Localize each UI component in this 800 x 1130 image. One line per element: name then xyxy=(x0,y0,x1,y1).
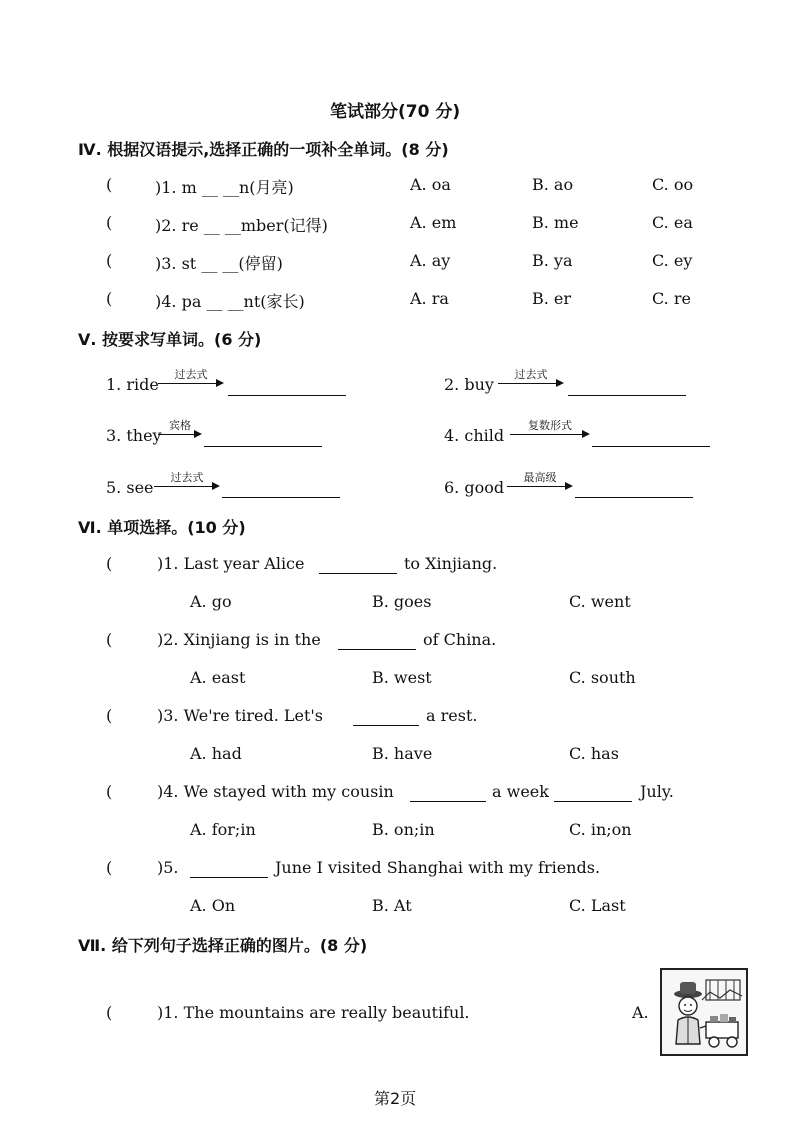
question-text: to Xinjiang. xyxy=(404,554,498,573)
arrow-hint: 最高级 xyxy=(523,471,557,484)
option-a: A. had xyxy=(190,744,242,763)
option-b: B. ya xyxy=(532,251,573,270)
section-7-heading: Ⅶ. 给下列句子选择正确的图片。(8 分) xyxy=(78,936,368,955)
section-4-heading: Ⅳ. 根据汉语提示,选择正确的一项补全单词。(8 分) xyxy=(78,140,449,159)
question-text: )2. re __ __mber(记得) xyxy=(155,216,328,235)
arrow-icon xyxy=(507,469,573,491)
answer-blank[interactable] xyxy=(190,877,268,878)
question-text: )5. xyxy=(157,858,179,877)
option-c: C. ea xyxy=(652,213,693,232)
option-c: C. oo xyxy=(652,175,694,194)
option-a: A. On xyxy=(190,896,236,915)
answer-paren: ( xyxy=(106,630,113,649)
person-cart-illustration-icon xyxy=(662,970,746,1054)
option-b: B. er xyxy=(532,289,572,308)
option-b: B. on;in xyxy=(372,820,435,839)
page-title: 笔试部分(70 分) xyxy=(330,102,461,122)
page-number: 第2页 xyxy=(374,1089,417,1108)
question-text: )3. We're tired. Let's xyxy=(157,706,324,725)
answer-line[interactable] xyxy=(222,497,340,498)
option-b: B. me xyxy=(532,213,579,232)
question-text: of China. xyxy=(423,630,497,649)
option-b: B. ao xyxy=(532,175,574,194)
option-c: C. south xyxy=(569,668,636,687)
picture-option-a xyxy=(660,968,748,1056)
option-c: C. went xyxy=(569,592,631,611)
word-prompt: 1. ride xyxy=(106,375,159,394)
answer-paren: ( xyxy=(106,706,113,725)
question-text: June I visited Shanghai with my friends. xyxy=(275,858,601,877)
arrow-hint: 过去式 xyxy=(174,368,208,381)
answer-line[interactable] xyxy=(592,446,710,447)
option-b: B. At xyxy=(372,896,412,915)
question-text: )4. pa __ __nt(家长) xyxy=(155,292,305,311)
answer-paren: ( xyxy=(106,213,113,232)
question-text: July. xyxy=(640,782,674,801)
question-text: )3. st __ __(停留) xyxy=(155,254,283,273)
arrow-hint: 宾格 xyxy=(169,419,191,432)
answer-paren: ( xyxy=(106,1003,113,1022)
arrow-icon xyxy=(510,417,590,439)
question-text: a week xyxy=(492,782,549,801)
arrow-icon xyxy=(158,366,224,388)
answer-paren: ( xyxy=(106,175,113,194)
option-c: C. re xyxy=(652,289,691,308)
picture-option-label: A. xyxy=(632,1003,649,1022)
answer-line[interactable] xyxy=(204,446,322,447)
arrow-hint: 复数形式 xyxy=(528,419,572,432)
word-prompt: 6. good xyxy=(444,478,505,497)
question-text: )1. Last year Alice xyxy=(157,554,305,573)
question-text: )1. m __ __n(月亮) xyxy=(155,178,294,197)
answer-line[interactable] xyxy=(228,395,346,396)
option-a: A. ay xyxy=(410,251,451,270)
option-b: B. have xyxy=(372,744,433,763)
option-a: A. east xyxy=(190,668,246,687)
answer-blank[interactable] xyxy=(554,801,632,802)
answer-blank[interactable] xyxy=(353,725,419,726)
answer-paren: ( xyxy=(106,782,113,801)
answer-paren: ( xyxy=(106,554,113,573)
question-text: )2. Xinjiang is in the xyxy=(157,630,321,649)
answer-line[interactable] xyxy=(568,395,686,396)
word-prompt: 5. see xyxy=(106,478,154,497)
answer-paren: ( xyxy=(106,858,113,877)
section-5-heading: Ⅴ. 按要求写单词。(6 分) xyxy=(78,330,262,349)
option-b: B. west xyxy=(372,668,432,687)
question-text: a rest. xyxy=(426,706,478,725)
arrow-hint: 过去式 xyxy=(514,368,548,381)
answer-paren: ( xyxy=(106,289,113,308)
option-a: A. oa xyxy=(410,175,451,194)
word-prompt: 4. child xyxy=(444,426,505,445)
option-b: B. goes xyxy=(372,592,432,611)
arrow-icon xyxy=(154,469,220,491)
question-text: )4. We stayed with my cousin xyxy=(157,782,394,801)
option-c: C. in;on xyxy=(569,820,632,839)
option-a: A. go xyxy=(190,592,232,611)
answer-paren: ( xyxy=(106,251,113,270)
option-c: C. ey xyxy=(652,251,693,270)
answer-blank[interactable] xyxy=(319,573,397,574)
option-c: C. has xyxy=(569,744,619,763)
arrow-icon xyxy=(498,366,564,388)
arrow-icon xyxy=(158,417,202,439)
question-text: )1. The mountains are really beautiful. xyxy=(157,1003,470,1022)
answer-line[interactable] xyxy=(575,497,693,498)
option-c: C. Last xyxy=(569,896,626,915)
answer-blank[interactable] xyxy=(338,649,416,650)
section-6-heading: Ⅵ. 单项选择。(10 分) xyxy=(78,518,246,537)
answer-blank[interactable] xyxy=(410,801,486,802)
word-prompt: 2. buy xyxy=(444,375,494,394)
word-prompt: 3. they xyxy=(106,426,162,445)
arrow-hint: 过去式 xyxy=(170,471,204,484)
option-a: A. em xyxy=(410,213,457,232)
option-a: A. for;in xyxy=(190,820,256,839)
option-a: A. ra xyxy=(410,289,449,308)
